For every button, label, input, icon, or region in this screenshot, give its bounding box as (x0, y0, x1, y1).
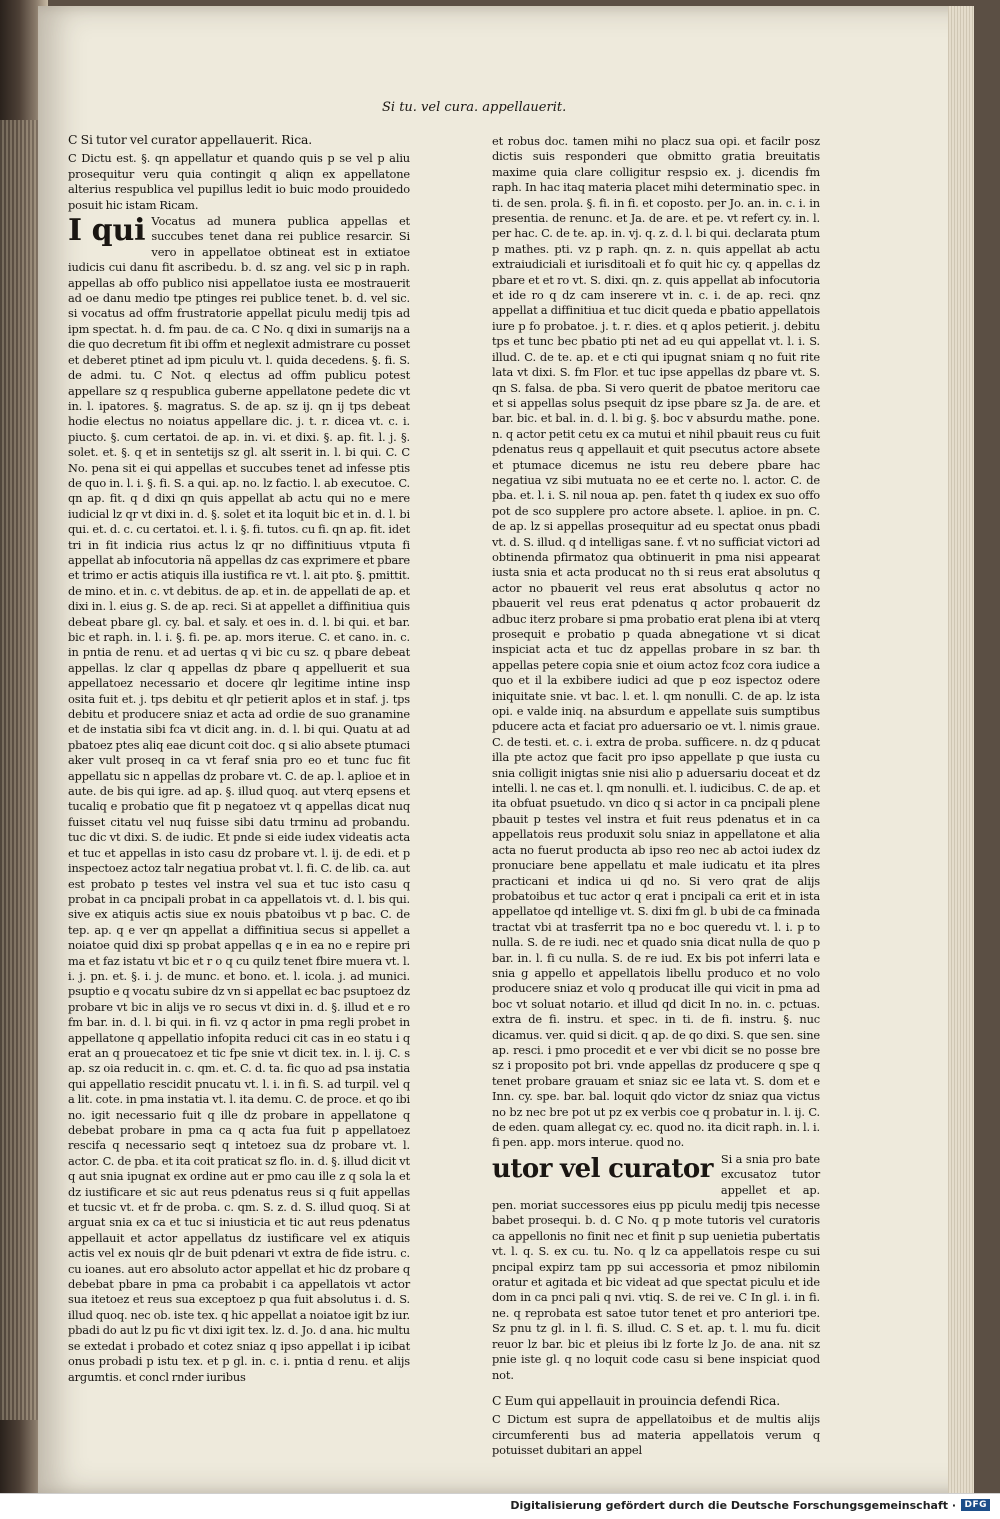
right-column (492, 134, 820, 1460)
footer-credit: Digitalisierung gefördert durch die Deutsche Forschungsgemeinschaft · (510, 1499, 956, 1512)
left-column (68, 132, 410, 1386)
rubric-heading-2: C Eum qui appellauit in prouincia defendi Rica. (492, 1392, 781, 1408)
left-body-text: Vocatus ad munera publica appellas et succubes tenet dana rei publice resarcir. Si vero in appellatoe obtineat est in extiatoe iudicis cui danu fit ascribedu. b. d. sz ang. vel sic p in raph. appellas ab offo publico nisi appellatoe iusta ee mostrauerit ad oe danu medio tpe ptinges rei publice tenet. b. d. vel sic. si vocatus ad offm frustratorie appellat piculu medij tpis ad ipm spectat. h. d. fm pau. de ca. C No. q dixi in sumarijs na a die quo decretum fit ibi offm et neglexit admistrare cu posset et deberet ptinet ad ipm piculu vt. l. quida decedens. §. fi. S. de admi. tu. C Not. q electus ad offm publicu potest appellare sz q respublica guberne appellatone pedete dic vt in. l. ipatores. §. magratus. S. de ap. sz ij. qn ij tps debeat hodie electus no noiatus appellare dic. j. t. r. dicea vt. c. i. piucto. §. cum certatoi. de ap. in. vi. et dixi. §. ap. fit. l. j. §. solet. et. §. q et in sentetijs sz gl. alt sserit in. l. bi qui. C. C No. pena sit ei qui appellas et succubes tenet ad infesse ptis de quo in. l. i. §. fi. S. a qui. ap. no. lz factio. l. ab executoe. C. qn ap. fit. q d dixi qn quis appellat ab actu qui no e mere iudicial lz qr vt dixi in. d. §. solet et ita loquit bic et in. d. l. bi qui. et. d. c. cu certatoi. et. l. i. §. fi. tutos. cu fi. qn ap. fit. idet tri in fit indicia rius actus lz qr no diffinitiuus vtputa fi appellat ab infocutoria nã appellas dz cas exprimere et pbare et trimo er actis atiquis illa iustifica re vt. l. ait pto. §. pmittit. de mino. et in. c. vt debitus. de ap. et in. de appellati de ap. et dixi in. l. eius g. S. de ap. reci. Si at appellet a diffinitiua quis debeat pbare gl. cy. bal. et saly. et oes in. d. l. bi qui. et bar. bic et raph. in. l. i. §. fi. pe. ap. mors iterue. C. et cano. in. c. in pntia de renu. et ad uertas q vi bic cu sz. q pbare debeat appellas. lz clar q appellas dz pbare q appelluerit et sua appellatoez necessario et docere qlr legitime intine insp osita fuit et. j. tps debitu et qlr petierit aplos et in staf. j. tps debitu et producere sniaz et acta ad ordie de suo granamine et de instatia sibi fca vt dicit ang. in. d. l. bi qui. Quatu at ad pbatoez ptes aliq eae dicunt coit doc. q si alio absete ptumaci aker vult proseq in ca vt feraf snia pro eo et tunc fuc fit appellatu sic n appellas dz probare vt. C. de ap. l. aplioe et in aute. de bis qui igre. ad ap. §. illud quoq. aut vterq epsens et tucaliq e probatio que fit p negatoez vt q appellas dicat nuq fuisset citatu vel nuq fuisse sibi datu trminu ad probandu. tuc dic vt dixi. S. de iudic. Et pnde si eide iudex videatis acta et tuc et appellas in isto casu dz probare vt. l. ij. de edi. et p inspectoez actoz talr negatiua probat vt. l. fi. C. de lib. ca. aut est probato p testes vel instra vel sua et tuc isto casu q probat in ca pncipali probat in ca appellatois vt. d. l. bis qui. sive ex atiquis actis siue ex nouis pbatoibus vt p bac. C. de tep. ap. q e ver qn appellat a diffinitiua secus si appellet a noiatoe quid dixi sp probat appellas q e in ea no e repire pri ma et faz istatu vt bic et r o q cu quilz tenet fbire muera vt. l. i. j. pn. et. §. i. j. de munc. et bono. et. l. icola. j. ad munici. psuptio e q vocatu subire dz vn si appellat ec bac psuptoez dz probare vt bic in alijs ve ro secus vt dixi in. d. §. illud et e ro fm bar. in. d. l. bi qui. in fi. vz q actor in pma regli probet in appellatone q appellatio infopita reduci cit cas in eo statu i q erat an q prouecatoez et tic fpe snie vt dicit tex. in. l. ij. C. s ap. sz oia reducit in. c. qm. et. C. d. ta. fic quo ad psa instatia qui appellatio rescidit pnucatu vt. l. i. in fi. S. ad turpil. vel q a lit. cote. in pma instatia vt. l. ita demu. C. de proce. et qo ibi no. igit necessario fuit q ille dz probare in appellatone q debebat probare in pma ca q acta fua fuit p appellatoez rescifa q necessario seqt q intetoez sua dz probare vt. l. actor. C. de pba. et ita coit praticat sz flo. in. d. §. illud dicit vt q aut snia ipugnat ex ordine aut er pmo cau ille z q sola la et dz iustificare et sic aut reus pdenatus reus si q fuit appellas et tucsic vt. et fr de proba. c. qm. S. z. d. S. illud quoq. Si at arguat snia ex ca et tuc si iniusticia et tic aut reus pdenatus appellauit et actor appellatus dz iustificare vel ex atiquis actis vel ex nouis qlr de buit pdenari vt extra de fide istru. c. cu ioanes. aut ero absoluto actor appellat et hic dz probare q debebat pbare in pma ca probabit i ca appellatois vt actor sua itetoez et reus sua exceptoez p qua fuit absolutus i. d. S. illud quoq. nec ob. iste tex. q hic appellat a noiatoe igit bz iur. pbadi do aut lz pu fic vt dixi igit tex. lz. d. Jo. d ana. hic multu se extedat i probado et cotez sniaz q ipso appellat i ip icibat onus probadi p istu tex. et p gl. in. c. i. pntia d renu. et alijs argumtis. et concl rnder iuribus (68, 214, 410, 1384)
intro-paragraph: C Dictu est. §. qn appellatur et quando quis p se vel p aliu prosequitur veru quia contingit q aliqn ex appellatone alterius respublica vel pupillus ledit io buic modo prouidedo posuit hic istam Ricam. (68, 151, 410, 212)
decorated-initial: I qui (68, 213, 146, 249)
right-paragraph-3: C Dictum est supra de appellatoibus et de multis alijs circumferenti bus ad materia appellatois verum q potuisset dubitari an appel (492, 1412, 820, 1458)
running-title: Si tu. vel cura. appellauerit. (382, 100, 567, 115)
footer-bar (0, 1493, 1000, 1519)
right-paragraph-2: Si a snia pro bate excusatoz tutor appellet et ap. pen. moriat successores eius pp piculu medij tpis necesse babet prosequi. b. d. C No. q p mote tutoris vel curatoris ca appellonis no finit nec et finit p sup uenietia pubertatis vt. l. q. S. ex cu. tu. No. q lz ca appellatois respe cu sui pncipal expirz tam pp sui accessoria et pmoz nibilomin oratur et agitada et bic videat ad que spectat piculu et ide dom in ca pnci pali q nvi. vtiq. S. de rei ve. C In gl. i. in fi. ne. q reprobata est satoe tutor tenet et pro anteriori tpe. Sz pnu tz gl. in l. fi. S. illud. C. S et. ap. t. l. mu fu. dicit reuor lz bar. bic et pleius ibi lz forte lz Jo. de ana. nit sz pnie iste gl. q no loquit code casu si bene inspiciat quod not. (492, 1151, 820, 1382)
section-paragraph (492, 1152, 820, 1383)
rubric-heading: C Si tutor vel curator appellauerit. Rica. (68, 132, 313, 147)
right-paragraph-1: et robus doc. tamen mihi no placz sua opi. et facilr posz dictis suis responderi que obmitto gratia breuitatis maxime quia clare colligitur respsio ex. j. dicendis fm raph. In hac itaq materia placet mihi determinatio spec. in ti. de sen. prola. §. fi. in fi. et coposto. per Jo. an. in. c. i. in presentia. de renunc. et Ja. de are. et pe. vt refert cy. in. l. per hac. C. de te. ap. in. vj. q. z. d. l. bi qui. declarata ptum p mathes. pti. vz p raph. qn. z. n. quis appellat ab actu extraiudiciali et iurisditoali et fo quit hic cy. q appellas dz pbare et et ro vt. S. dixi. qn. z. quis appellat ab infocutoria et ide ro q dz cam inserere vt in. c. i. de ap. reci. qnz appellat a diffinitiua et tuc dicit queda e pbatio appellatois iure p fo probatoe. j. t. r. dies. et q aplos petierit. j. debitu tps et tunc bec pbatio pti net ad eu qui appellat vt. l. i. S. illud. C. de te. ap. et e cti qui ipugnat sniam q no fuit rite lata vt dixi. S. fm Flor. et tuc ipse appellas dz pbare vt. S. qn S. falsa. de pba. Si vero querit de pbatoe meritoru cae et si appellas solus psequit dz ipse pbare sz Ja. de are. et bar. bic. et bal. in. d. l. bi g. §. boc v absurdu mathe. pone. n. q actor petit cetu ex ca mutui et nihil pbauit reus cu fuit pdenatus reus q appellauit et quit psecutus actore absete et ptumace dicemus ne istu reu debere pbare hac negatiua vz sibi mutuata no ee et certe no. l. actor. C. de pba. et. l. i. S. nil noua ap. pen. fatet th q iudex ex suo offo pot de sco supplere pro actore absete. l. aplioe. in pn. C. de ap. lz si appellas prosequitur ad eu spectat onus pbadi vt. d. S. illud. q d intelligas sane. f. vt no sufficiat victori ad obtinenda pfirmatoz qua obtinuerit in pma nisi appearat iusta snia et acta producat no th si reus erat absolutus q actor no pbauerit vel reus erat absolutus q actor no pbauerit vel reus erat pdenatus q actor probauerit dz adbuc iterz probare si pma probatio erat plena ibi at vterq prosequit e probatio p quada abnegatione vt si dicat inspiciat acta et tuc dz appellas probare in sz bar. th appellas petere copia snie et oium actoz fcoz cora iudice a quo et il la exbibere iudici ad que p eoz ispectoz odere iniquitate snie. vt bac. l. et. l. qm nonulli. C. de ap. lz ista opi. e valde iniq. na absurdum e appellate suis sumptibus pducere acta et faciat pro aduersario oe vt. l. nimis graue. C. de testi. et. c. i. extra de proba. sufficere. n. dz q pducat illa pte actoz que facit pro ipso appellate p que iusta cu snia colligit inigtas snie nisi alio p aduersariu doceat et dz intelli. l. ne cas et. l. qm nonulli. et. l. iudicibus. C. de ap. et ita obfuat psuetudo. vn dico q si actor in ca pncipali plene pbauit p testes vel instra et fuit reus pdenatus et in ca appellatois reus produxit solu sniaz in appellatone et alia acta no fuerut producta ab ipso reo nec ab actoi iudex dz pronuciare bene appellatu et male iudicatu et ita plres practicani et indica ui qd no. Si vero qrat de alijs probatoibus et tuc actor q erat i pncipali ca erit et in ista appellatoe qd intellige vt. S. dixi fm gl. b ubi de ca fminada tractat vbi at trasferrit tpa no e boc queredu vt. l. i. p to nulla. S. de re iudi. nec et quado snia dicat nulla de quo p bar. in. l. fi cu nulla. S. de re iud. Ex bis pot inferri lata e snia g appello et appellatois libellu produco et no volo producere sniaz et volo q producat ille qui vicit in pma ad boc vt soluat notario. et illud qd dicit In no. in. c. pctuas. extra de fi. instru. et spec. in ti. de fi. instru. §. nuc dicamus. ver. quid si dicit. q ap. de qo dixi. S. que sen. sine ap. resci. i pmo procedit et e ver vbi dicit se no posse bre sz i proposito pot bri. vnde appellas dz producere q spe q tenet probare grauam et sniaz sic ee lata vt. S. dom et e Inn. cy. spe. bar. bal. loquit qdo victor dz sniaz qua victus no bz nec bre pot ut pz ex verbis coe q probatur in. l. ij. C. de eden. quam allegat cy. ec. quod no. ita dicit raph. in. l. i. fi pen. app. mors interue. quod no. (492, 134, 820, 1150)
page-edge (948, 6, 974, 1506)
main-paragraph (68, 214, 410, 1385)
dfg-logo: DFG (961, 1499, 990, 1511)
section-heading: utor vel curator (492, 1153, 713, 1184)
